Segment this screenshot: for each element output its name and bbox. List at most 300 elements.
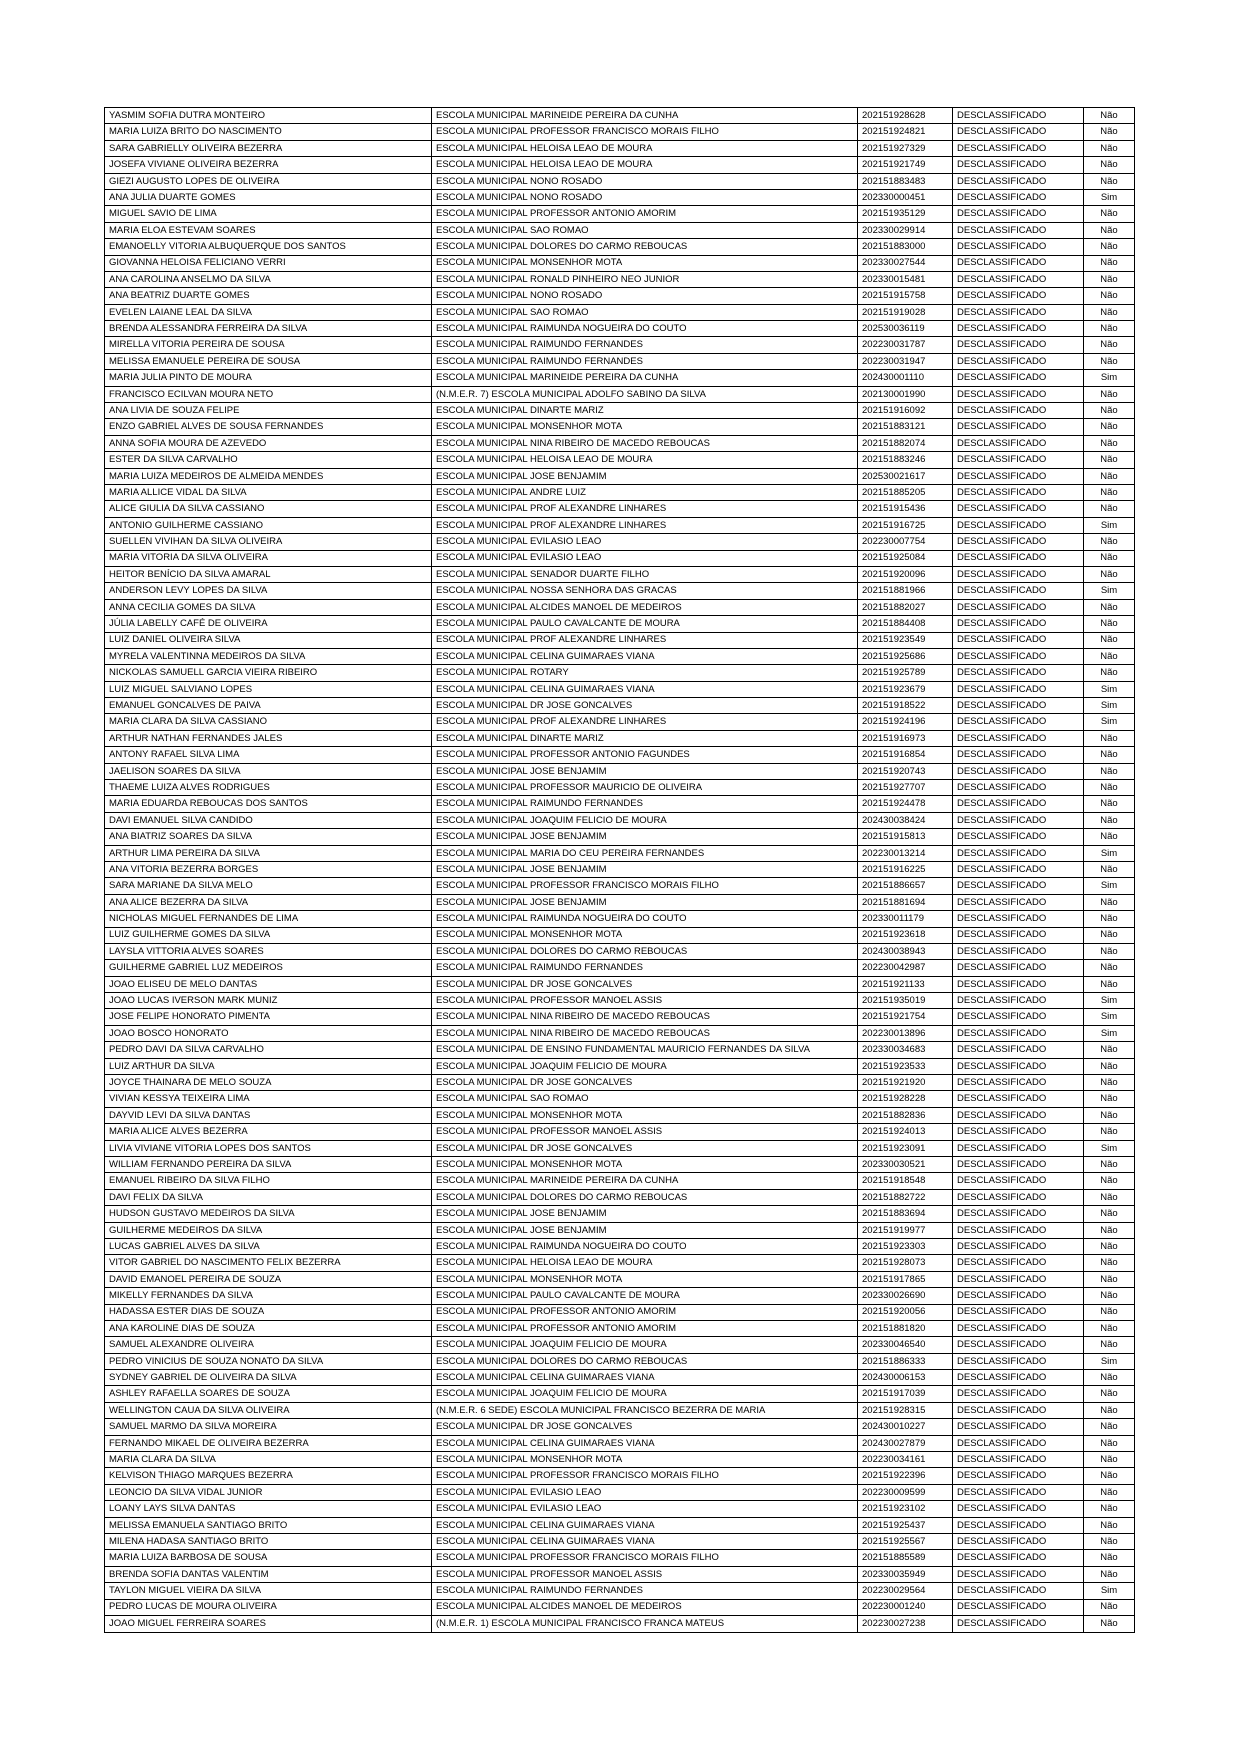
student-name-cell: ANA VITORIA BEZERRA BORGES — [105, 861, 432, 877]
results-table-body — [105, 108, 1135, 1633]
status-cell: DESCLASSIFICADO — [953, 271, 1084, 287]
flag-cell: Não — [1084, 386, 1135, 402]
flag-cell: Não — [1084, 960, 1135, 976]
enrollment-code-cell: 202230001240 — [858, 1599, 953, 1615]
status-cell: DESCLASSIFICADO — [953, 222, 1084, 238]
status-cell: DESCLASSIFICADO — [953, 632, 1084, 648]
student-name-cell: VIVIAN KESSYA TEIXEIRA LIMA — [105, 1091, 432, 1107]
status-cell: DESCLASSIFICADO — [953, 1124, 1084, 1140]
school-name-cell: ESCOLA MUNICIPAL RAIMUNDA NOGUEIRA DO COUTO — [432, 911, 858, 927]
enrollment-code-cell: 202151886657 — [858, 878, 953, 894]
student-name-cell: ANNA CECILIA GOMES DA SILVA — [105, 599, 432, 615]
student-name-cell: LIVIA VIVIANE VITORIA LOPES DOS SANTOS — [105, 1140, 432, 1156]
enrollment-code-cell: 202151924013 — [858, 1124, 953, 1140]
table-row — [105, 1271, 1135, 1287]
student-name-cell: BRENDA ALESSANDRA FERREIRA DA SILVA — [105, 321, 432, 337]
table-row — [105, 894, 1135, 910]
status-cell: DESCLASSIFICADO — [953, 1435, 1084, 1451]
flag-cell: Não — [1084, 911, 1135, 927]
school-name-cell: ESCOLA MUNICIPAL MARINEIDE PEREIRA DA CUNHA — [432, 370, 858, 386]
student-name-cell: JAELISON SOARES DA SILVA — [105, 763, 432, 779]
school-name-cell: ESCOLA MUNICIPAL SAO ROMAO — [432, 304, 858, 320]
student-name-cell: NICKOLAS SAMUELL GARCIA VIEIRA RIBEIRO — [105, 665, 432, 681]
student-name-cell: DAVI EMANUEL SILVA CANDIDO — [105, 812, 432, 828]
student-name-cell: MARIA CLARA DA SILVA — [105, 1452, 432, 1468]
flag-cell: Não — [1084, 484, 1135, 500]
enrollment-code-cell: 202151918522 — [858, 698, 953, 714]
flag-cell: Não — [1084, 124, 1135, 140]
school-name-cell: ESCOLA MUNICIPAL CELINA GUIMARAES VIANA — [432, 1533, 858, 1549]
status-cell: DESCLASSIFICADO — [953, 1484, 1084, 1500]
table-row — [105, 583, 1135, 599]
flag-cell: Não — [1084, 599, 1135, 615]
table-row — [105, 370, 1135, 386]
table-row — [105, 747, 1135, 763]
table-row — [105, 943, 1135, 959]
table-row — [105, 1107, 1135, 1123]
table-row — [105, 665, 1135, 681]
student-name-cell: JOYCE THAINARA DE MELO SOUZA — [105, 1075, 432, 1091]
table-row — [105, 337, 1135, 353]
enrollment-code-cell: 202430010227 — [858, 1419, 953, 1435]
flag-cell: Não — [1084, 550, 1135, 566]
school-name-cell: ESCOLA MUNICIPAL PROFESSOR ANTONIO AMORIM — [432, 1320, 858, 1336]
status-cell: DESCLASSIFICADO — [953, 1058, 1084, 1074]
enrollment-code-cell: 202330026690 — [858, 1288, 953, 1304]
enrollment-code-cell: 202151935129 — [858, 206, 953, 222]
status-cell: DESCLASSIFICADO — [953, 157, 1084, 173]
school-name-cell: ESCOLA MUNICIPAL DR JOSE GONCALVES — [432, 698, 858, 714]
enrollment-code-cell: 202151924821 — [858, 124, 953, 140]
school-name-cell: ESCOLA MUNICIPAL JOSE BENJAMIM — [432, 829, 858, 845]
student-name-cell: MARIA LUIZA BARBOSA DE SOUSA — [105, 1550, 432, 1566]
school-name-cell: (N.M.E.R. 7) ESCOLA MUNICIPAL ADOLFO SABINO DA SILVA — [432, 386, 858, 402]
status-cell: DESCLASSIFICADO — [953, 927, 1084, 943]
flag-cell: Não — [1084, 1599, 1135, 1615]
status-cell: DESCLASSIFICADO — [953, 1501, 1084, 1517]
school-name-cell: (N.M.E.R. 1) ESCOLA MUNICIPAL FRANCISCO FRANCA MATEUS — [432, 1615, 858, 1632]
student-name-cell: MARIA JULIA PINTO DE MOURA — [105, 370, 432, 386]
student-name-cell: MARIA LUIZA BRITO DO NASCIMENTO — [105, 124, 432, 140]
status-cell: DESCLASSIFICADO — [953, 648, 1084, 664]
student-name-cell: DAVI FELIX DA SILVA — [105, 1189, 432, 1205]
school-name-cell: ESCOLA MUNICIPAL SAO ROMAO — [432, 222, 858, 238]
status-cell: DESCLASSIFICADO — [953, 1320, 1084, 1336]
enrollment-code-cell: 202151915436 — [858, 501, 953, 517]
flag-cell: Não — [1084, 1157, 1135, 1173]
flag-cell: Não — [1084, 943, 1135, 959]
enrollment-code-cell: 202151925789 — [858, 665, 953, 681]
student-name-cell: PEDRO DAVI DA SILVA CARVALHO — [105, 1042, 432, 1058]
school-name-cell: ESCOLA MUNICIPAL PROFESSOR MANOEL ASSIS — [432, 993, 858, 1009]
school-name-cell: ESCOLA MUNICIPAL MARIA DO CEU PEREIRA FERNANDES — [432, 845, 858, 861]
status-cell: DESCLASSIFICADO — [953, 1370, 1084, 1386]
school-name-cell: ESCOLA MUNICIPAL PROFESSOR MANOEL ASSIS — [432, 1124, 858, 1140]
school-name-cell: ESCOLA MUNICIPAL RONALD PINHEIRO NEO JUNIOR — [432, 271, 858, 287]
flag-cell: Não — [1084, 1501, 1135, 1517]
student-name-cell: ANA CAROLINA ANSELMO DA SILVA — [105, 271, 432, 287]
enrollment-code-cell: 202151916973 — [858, 730, 953, 746]
status-cell: DESCLASSIFICADO — [953, 1288, 1084, 1304]
enrollment-code-cell: 202151925686 — [858, 648, 953, 664]
enrollment-code-cell: 202151883121 — [858, 419, 953, 435]
enrollment-code-cell: 202330000451 — [858, 189, 953, 205]
table-row — [105, 1009, 1135, 1025]
table-row — [105, 173, 1135, 189]
school-name-cell: ESCOLA MUNICIPAL CELINA GUIMARAES VIANA — [432, 681, 858, 697]
table-row — [105, 468, 1135, 484]
school-name-cell: ESCOLA MUNICIPAL NONO ROSADO — [432, 189, 858, 205]
table-row — [105, 616, 1135, 632]
status-cell: DESCLASSIFICADO — [953, 747, 1084, 763]
student-name-cell: WELLINGTON CAUA DA SILVA OLIVEIRA — [105, 1402, 432, 1418]
school-name-cell: ESCOLA MUNICIPAL NONO ROSADO — [432, 173, 858, 189]
status-cell: DESCLASSIFICADO — [953, 1271, 1084, 1287]
school-name-cell: ESCOLA MUNICIPAL NINA RIBEIRO DE MACEDO REBOUCAS — [432, 1009, 858, 1025]
flag-cell: Não — [1084, 1107, 1135, 1123]
status-cell: DESCLASSIFICADO — [953, 140, 1084, 156]
student-name-cell: ALICE GIULIA DA SILVA CASSIANO — [105, 501, 432, 517]
enrollment-code-cell: 202151923102 — [858, 1501, 953, 1517]
table-row — [105, 386, 1135, 402]
school-name-cell: ESCOLA MUNICIPAL RAIMUNDO FERNANDES — [432, 960, 858, 976]
flag-cell: Não — [1084, 435, 1135, 451]
flag-cell: Não — [1084, 763, 1135, 779]
enrollment-code-cell: 202151921754 — [858, 1009, 953, 1025]
enrollment-code-cell: 202151881820 — [858, 1320, 953, 1336]
student-name-cell: MELISSA EMANUELE PEREIRA DE SOUSA — [105, 353, 432, 369]
flag-cell: Não — [1084, 288, 1135, 304]
enrollment-code-cell: 202151882836 — [858, 1107, 953, 1123]
student-name-cell: ANTONY RAFAEL SILVA LIMA — [105, 747, 432, 763]
table-row — [105, 763, 1135, 779]
table-row — [105, 1402, 1135, 1418]
school-name-cell: ESCOLA MUNICIPAL PROFESSOR FRANCISCO MORAIS FILHO — [432, 1468, 858, 1484]
flag-cell: Não — [1084, 157, 1135, 173]
status-cell: DESCLASSIFICADO — [953, 1042, 1084, 1058]
flag-cell: Não — [1084, 501, 1135, 517]
student-name-cell: LUIZ GUILHERME GOMES DA SILVA — [105, 927, 432, 943]
enrollment-code-cell: 202151924196 — [858, 714, 953, 730]
enrollment-code-cell: 202151916854 — [858, 747, 953, 763]
table-row — [105, 1173, 1135, 1189]
flag-cell: Não — [1084, 222, 1135, 238]
enrollment-code-cell: 202151882027 — [858, 599, 953, 615]
table-row — [105, 845, 1135, 861]
student-name-cell: ANA LIVIA DE SOUZA FELIPE — [105, 403, 432, 419]
status-cell: DESCLASSIFICADO — [953, 1075, 1084, 1091]
table-row — [105, 599, 1135, 615]
table-row — [105, 1386, 1135, 1402]
table-row — [105, 206, 1135, 222]
student-name-cell: WILLIAM FERNANDO PEREIRA DA SILVA — [105, 1157, 432, 1173]
flag-cell: Não — [1084, 1615, 1135, 1632]
school-name-cell: ESCOLA MUNICIPAL DINARTE MARIZ — [432, 403, 858, 419]
school-name-cell: ESCOLA MUNICIPAL MARINEIDE PEREIRA DA CUNHA — [432, 108, 858, 124]
table-row — [105, 419, 1135, 435]
enrollment-code-cell: 202151922396 — [858, 1468, 953, 1484]
student-name-cell: EMANOELLY VITORIA ALBUQUERQUE DOS SANTOS — [105, 239, 432, 255]
student-name-cell: LUCAS GABRIEL ALVES DA SILVA — [105, 1238, 432, 1254]
enrollment-code-cell: 202230034161 — [858, 1452, 953, 1468]
flag-cell: Não — [1084, 566, 1135, 582]
school-name-cell: ESCOLA MUNICIPAL PROFESSOR ANTONIO AMORIM — [432, 206, 858, 222]
flag-cell: Não — [1084, 1255, 1135, 1271]
student-name-cell: VITOR GABRIEL DO NASCIMENTO FELIX BEZERRA — [105, 1255, 432, 1271]
student-name-cell: JOAO LUCAS IVERSON MARK MUNIZ — [105, 993, 432, 1009]
flag-cell: Não — [1084, 1484, 1135, 1500]
status-cell: DESCLASSIFICADO — [953, 1107, 1084, 1123]
school-name-cell: ESCOLA MUNICIPAL JOAQUIM FELICIO DE MOURA — [432, 1058, 858, 1074]
school-name-cell: ESCOLA MUNICIPAL MONSENHOR MOTA — [432, 927, 858, 943]
status-cell: DESCLASSIFICADO — [953, 1386, 1084, 1402]
school-name-cell: ESCOLA MUNICIPAL MONSENHOR MOTA — [432, 1452, 858, 1468]
flag-cell: Não — [1084, 1566, 1135, 1582]
status-cell: DESCLASSIFICADO — [953, 108, 1084, 124]
enrollment-code-cell: 202230007754 — [858, 534, 953, 550]
flag-cell: Sim — [1084, 1583, 1135, 1599]
table-row — [105, 288, 1135, 304]
table-row — [105, 108, 1135, 124]
table-row — [105, 1533, 1135, 1549]
status-cell: DESCLASSIFICADO — [953, 1402, 1084, 1418]
enrollment-code-cell: 202151919977 — [858, 1222, 953, 1238]
enrollment-code-cell: 202151916225 — [858, 861, 953, 877]
flag-cell: Não — [1084, 271, 1135, 287]
student-name-cell: HEITOR BENÍCIO DA SILVA AMARAL — [105, 566, 432, 582]
table-row — [105, 1353, 1135, 1369]
status-cell: DESCLASSIFICADO — [953, 665, 1084, 681]
enrollment-code-cell: 202151925084 — [858, 550, 953, 566]
school-name-cell: ESCOLA MUNICIPAL CELINA GUIMARAES VIANA — [432, 648, 858, 664]
flag-cell: Não — [1084, 1271, 1135, 1287]
student-name-cell: SUELLEN VIVIHAN DA SILVA OLIVEIRA — [105, 534, 432, 550]
student-name-cell: JOSE FELIPE HONORATO PIMENTA — [105, 1009, 432, 1025]
status-cell: DESCLASSIFICADO — [953, 517, 1084, 533]
enrollment-code-cell: 202430001110 — [858, 370, 953, 386]
status-cell: DESCLASSIFICADO — [953, 911, 1084, 927]
student-name-cell: MARIA EDUARDA REBOUCAS DOS SANTOS — [105, 796, 432, 812]
student-name-cell: KELVISON THIAGO MARQUES BEZERRA — [105, 1468, 432, 1484]
student-name-cell: JOAO ELISEU DE MELO DANTAS — [105, 976, 432, 992]
school-name-cell: ESCOLA MUNICIPAL EVILASIO LEAO — [432, 534, 858, 550]
status-cell: DESCLASSIFICADO — [953, 534, 1084, 550]
enrollment-code-cell: 202230042987 — [858, 960, 953, 976]
school-name-cell: ESCOLA MUNICIPAL PROF ALEXANDRE LINHARES — [432, 714, 858, 730]
enrollment-code-cell: 202151925437 — [858, 1517, 953, 1533]
flag-cell: Sim — [1084, 1353, 1135, 1369]
enrollment-code-cell: 202151925567 — [858, 1533, 953, 1549]
status-cell: DESCLASSIFICADO — [953, 681, 1084, 697]
enrollment-code-cell: 202430038424 — [858, 812, 953, 828]
school-name-cell: ESCOLA MUNICIPAL JOAQUIM FELICIO DE MOURA — [432, 812, 858, 828]
flag-cell: Não — [1084, 1468, 1135, 1484]
student-name-cell: ANDERSON LEVY LOPES DA SILVA — [105, 583, 432, 599]
school-name-cell: ESCOLA MUNICIPAL MONSENHOR MOTA — [432, 1107, 858, 1123]
flag-cell: Não — [1084, 1386, 1135, 1402]
flag-cell: Sim — [1084, 1140, 1135, 1156]
student-name-cell: GIOVANNA HELOISA FELICIANO VERRI — [105, 255, 432, 271]
status-cell: DESCLASSIFICADO — [953, 501, 1084, 517]
table-row — [105, 1615, 1135, 1632]
table-row — [105, 304, 1135, 320]
student-name-cell: ARTHUR LIMA PEREIRA DA SILVA — [105, 845, 432, 861]
flag-cell: Não — [1084, 665, 1135, 681]
flag-cell: Não — [1084, 353, 1135, 369]
enrollment-code-cell: 202230013896 — [858, 1025, 953, 1041]
enrollment-code-cell: 202151920056 — [858, 1304, 953, 1320]
status-cell: DESCLASSIFICADO — [953, 1304, 1084, 1320]
student-name-cell: LUIZ ARTHUR DA SILVA — [105, 1058, 432, 1074]
table-row — [105, 1206, 1135, 1222]
student-name-cell: ANA BEATRIZ DUARTE GOMES — [105, 288, 432, 304]
enrollment-code-cell: 202151883246 — [858, 452, 953, 468]
table-row — [105, 1370, 1135, 1386]
student-name-cell: MYRELA VALENTINNA MEDEIROS DA SILVA — [105, 648, 432, 664]
student-name-cell: JÚLIA LABELLY CAFÉ DE OLIVEIRA — [105, 616, 432, 632]
enrollment-code-cell: 202151920096 — [858, 566, 953, 582]
student-name-cell: ANNA SOFIA MOURA DE AZEVEDO — [105, 435, 432, 451]
enrollment-code-cell: 202330035949 — [858, 1566, 953, 1582]
school-name-cell: ESCOLA MUNICIPAL JOSE BENJAMIM — [432, 468, 858, 484]
school-name-cell: ESCOLA MUNICIPAL ALCIDES MANOEL DE MEDEIROS — [432, 599, 858, 615]
status-cell: DESCLASSIFICADO — [953, 1583, 1084, 1599]
table-row — [105, 1222, 1135, 1238]
enrollment-code-cell: 202151928628 — [858, 108, 953, 124]
table-row — [105, 1435, 1135, 1451]
status-cell: DESCLASSIFICADO — [953, 321, 1084, 337]
school-name-cell: ESCOLA MUNICIPAL PROF ALEXANDRE LINHARES — [432, 632, 858, 648]
student-name-cell: JOAO BOSCO HONORATO — [105, 1025, 432, 1041]
status-cell: DESCLASSIFICADO — [953, 1353, 1084, 1369]
flag-cell: Não — [1084, 419, 1135, 435]
table-row — [105, 1583, 1135, 1599]
status-cell: DESCLASSIFICADO — [953, 878, 1084, 894]
student-name-cell: SARA GABRIELLY OLIVEIRA BEZERRA — [105, 140, 432, 156]
status-cell: DESCLASSIFICADO — [953, 796, 1084, 812]
enrollment-code-cell: 202151923618 — [858, 927, 953, 943]
flag-cell: Não — [1084, 1238, 1135, 1254]
table-row — [105, 534, 1135, 550]
student-name-cell: BRENDA SOFIA DANTAS VALENTIM — [105, 1566, 432, 1582]
enrollment-code-cell: 202151927329 — [858, 140, 953, 156]
student-name-cell: LEONCIO DA SILVA VIDAL JUNIOR — [105, 1484, 432, 1500]
table-row — [105, 1238, 1135, 1254]
school-name-cell: ESCOLA MUNICIPAL JOSE BENJAMIM — [432, 763, 858, 779]
student-name-cell: FERNANDO MIKAEL DE OLIVEIRA BEZERRA — [105, 1435, 432, 1451]
status-cell: DESCLASSIFICADO — [953, 239, 1084, 255]
status-cell: DESCLASSIFICADO — [953, 403, 1084, 419]
status-cell: DESCLASSIFICADO — [953, 993, 1084, 1009]
flag-cell: Não — [1084, 780, 1135, 796]
table-row — [105, 484, 1135, 500]
student-name-cell: MARIA CLARA DA SILVA CASSIANO — [105, 714, 432, 730]
table-row — [105, 1550, 1135, 1566]
table-row — [105, 648, 1135, 664]
status-cell: DESCLASSIFICADO — [953, 288, 1084, 304]
table-row — [105, 189, 1135, 205]
school-name-cell: ESCOLA MUNICIPAL HELOISA LEAO DE MOURA — [432, 140, 858, 156]
flag-cell: Sim — [1084, 681, 1135, 697]
flag-cell: Não — [1084, 337, 1135, 353]
table-row — [105, 1042, 1135, 1058]
school-name-cell: ESCOLA MUNICIPAL RAIMUNDO FERNANDES — [432, 1583, 858, 1599]
flag-cell: Não — [1084, 534, 1135, 550]
status-cell: DESCLASSIFICADO — [953, 386, 1084, 402]
flag-cell: Sim — [1084, 845, 1135, 861]
flag-cell: Não — [1084, 1075, 1135, 1091]
enrollment-code-cell: 202151935019 — [858, 993, 953, 1009]
school-name-cell: ESCOLA MUNICIPAL HELOISA LEAO DE MOURA — [432, 157, 858, 173]
enrollment-code-cell: 202430027879 — [858, 1435, 953, 1451]
school-name-cell: ESCOLA MUNICIPAL PROF ALEXANDRE LINHARES — [432, 501, 858, 517]
table-row — [105, 1501, 1135, 1517]
flag-cell: Não — [1084, 1189, 1135, 1205]
enrollment-code-cell: 202151928315 — [858, 1402, 953, 1418]
student-name-cell: DAVID EMANOEL PEREIRA DE SOUZA — [105, 1271, 432, 1287]
enrollment-code-cell: 202151881966 — [858, 583, 953, 599]
school-name-cell: ESCOLA MUNICIPAL PAULO CAVALCANTE DE MOURA — [432, 616, 858, 632]
enrollment-code-cell: 202151928073 — [858, 1255, 953, 1271]
enrollment-code-cell: 202151928228 — [858, 1091, 953, 1107]
flag-cell: Não — [1084, 1304, 1135, 1320]
school-name-cell: ESCOLA MUNICIPAL EVILASIO LEAO — [432, 1501, 858, 1517]
table-row — [105, 1124, 1135, 1140]
table-row — [105, 321, 1135, 337]
enrollment-code-cell: 202130001990 — [858, 386, 953, 402]
student-name-cell: MARIA ALICE ALVES BEZERRA — [105, 1124, 432, 1140]
status-cell: DESCLASSIFICADO — [953, 1452, 1084, 1468]
school-name-cell: ESCOLA MUNICIPAL CELINA GUIMARAES VIANA — [432, 1435, 858, 1451]
enrollment-code-cell: 202151883000 — [858, 239, 953, 255]
flag-cell: Não — [1084, 108, 1135, 124]
student-name-cell: LUIZ DANIEL OLIVEIRA SILVA — [105, 632, 432, 648]
enrollment-code-cell: 202151915813 — [858, 829, 953, 845]
table-row — [105, 157, 1135, 173]
school-name-cell: ESCOLA MUNICIPAL ALCIDES MANOEL DE MEDEIROS — [432, 1599, 858, 1615]
results-table — [104, 107, 1135, 1633]
flag-cell: Não — [1084, 1058, 1135, 1074]
school-name-cell: ESCOLA MUNICIPAL PROFESSOR FRANCISCO MORAIS FILHO — [432, 1550, 858, 1566]
table-row — [105, 550, 1135, 566]
school-name-cell: ESCOLA MUNICIPAL PROFESSOR ANTONIO AMORIM — [432, 1304, 858, 1320]
school-name-cell: ESCOLA MUNICIPAL JOSE BENJAMIM — [432, 1222, 858, 1238]
table-row — [105, 1091, 1135, 1107]
flag-cell: Não — [1084, 796, 1135, 812]
flag-cell: Não — [1084, 304, 1135, 320]
student-name-cell: LAYSLA VITTORIA ALVES SOARES — [105, 943, 432, 959]
student-name-cell: PEDRO VINICIUS DE SOUZA NONATO DA SILVA — [105, 1353, 432, 1369]
flag-cell: Não — [1084, 403, 1135, 419]
enrollment-code-cell: 202230029564 — [858, 1583, 953, 1599]
student-name-cell: MARIA ALLICE VIDAL DA SILVA — [105, 484, 432, 500]
flag-cell: Sim — [1084, 517, 1135, 533]
table-row — [105, 960, 1135, 976]
flag-cell: Não — [1084, 632, 1135, 648]
status-cell: DESCLASSIFICADO — [953, 829, 1084, 845]
student-name-cell: HUDSON GUSTAVO MEDEIROS DA SILVA — [105, 1206, 432, 1222]
status-cell: DESCLASSIFICADO — [953, 812, 1084, 828]
flag-cell: Não — [1084, 1337, 1135, 1353]
table-row — [105, 812, 1135, 828]
flag-cell: Não — [1084, 1091, 1135, 1107]
school-name-cell: ESCOLA MUNICIPAL NONO ROSADO — [432, 288, 858, 304]
table-row — [105, 353, 1135, 369]
status-cell: DESCLASSIFICADO — [953, 370, 1084, 386]
enrollment-code-cell: 202230031947 — [858, 353, 953, 369]
enrollment-code-cell: 202151921749 — [858, 157, 953, 173]
student-name-cell: FRANCISCO ECILVAN MOURA NETO — [105, 386, 432, 402]
